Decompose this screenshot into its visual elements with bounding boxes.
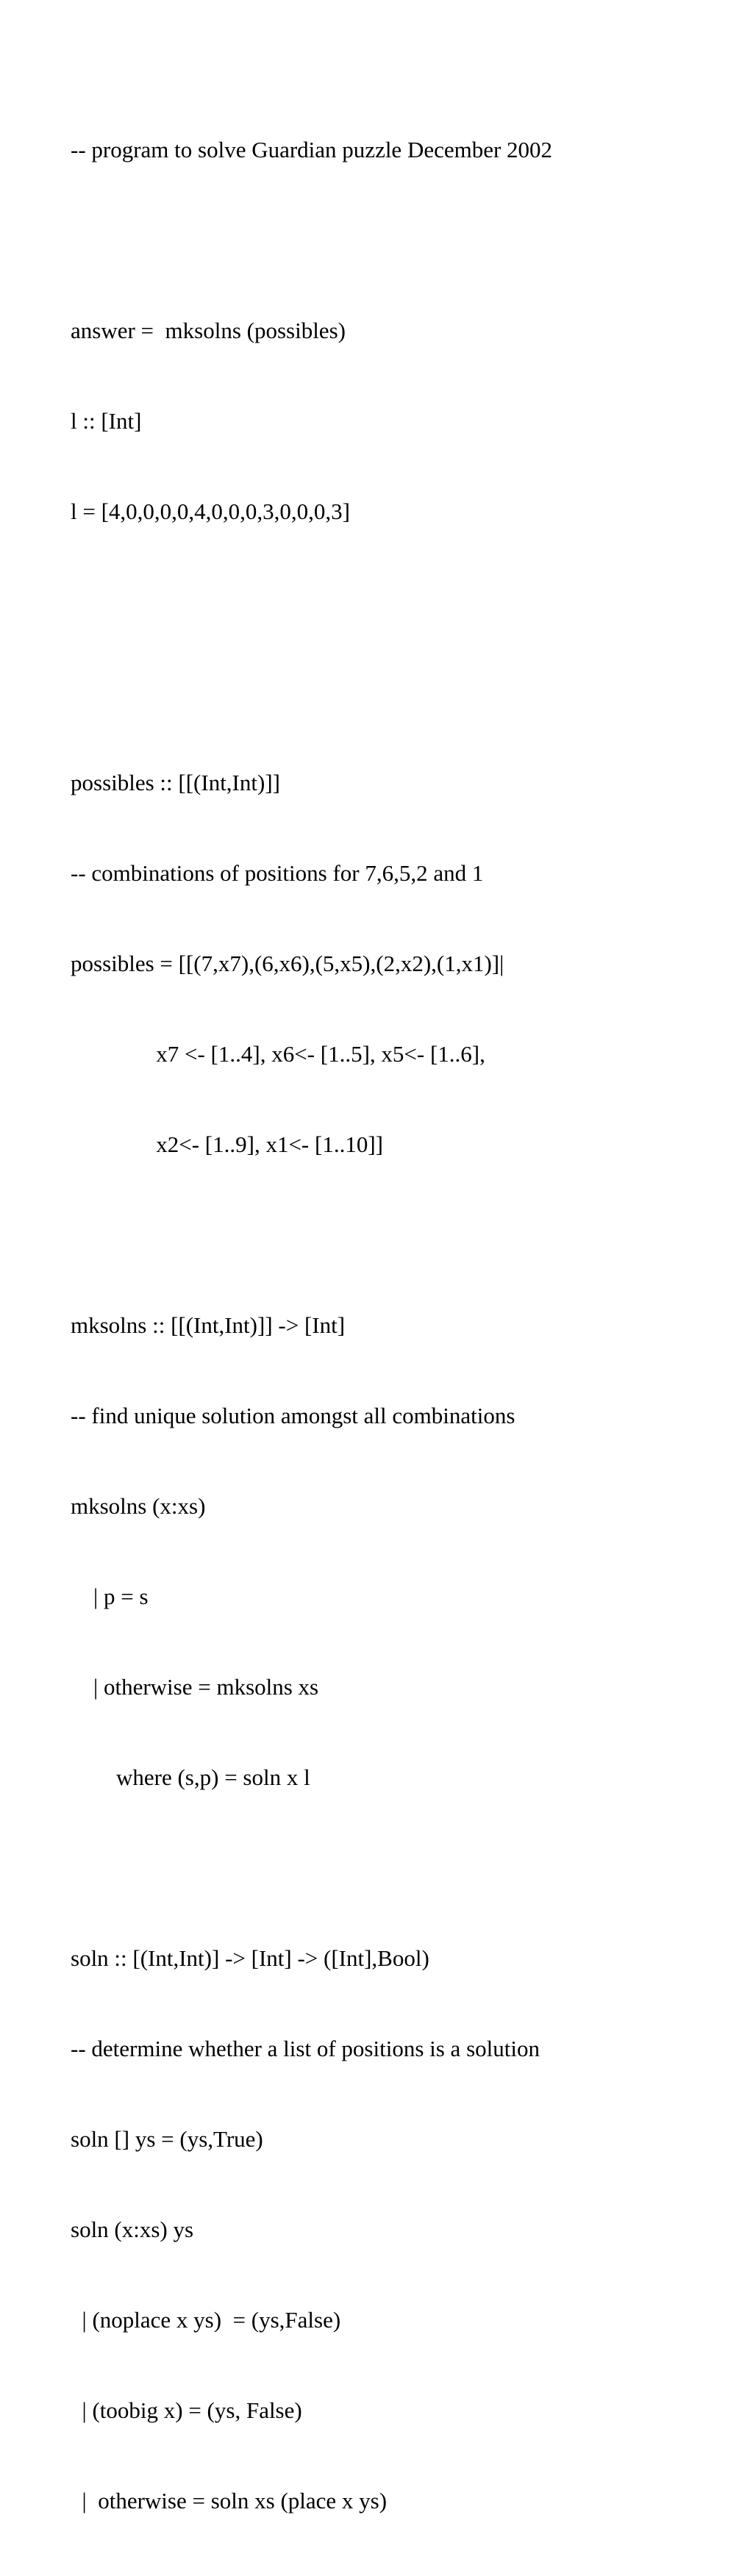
code-listing	[71, 74, 552, 2576]
code-line: -- determine whether a list of positions is a solution	[71, 2036, 540, 2061]
code-line: possibles :: [[(Int,Int)]]	[71, 770, 280, 795]
code-line: x7 <- [1..4], x6<- [1..5], x5<- [1..6],	[71, 1041, 485, 1067]
code-line: | (noplace x ys) = (ys,False)	[71, 2307, 341, 2333]
code-line: soln [] ys = (ys,True)	[71, 2126, 263, 2152]
code-line	[71, 225, 552, 255]
code-line: | otherwise = mksolns xs	[71, 1674, 319, 1700]
code-line	[71, 677, 552, 707]
code-line: mksolns :: [[(Int,Int)]] -> [Int]	[71, 1312, 346, 1338]
code-line: where (s,p) = soln x l	[71, 1764, 310, 1790]
code-line	[71, 1853, 552, 1883]
code-line: | (toobig x) = (ys, False)	[71, 2397, 302, 2423]
code-line: x2<- [1..9], x1<- [1..10]]	[71, 1131, 383, 1157]
code-line: | otherwise = soln xs (place x ys)	[71, 2488, 388, 2514]
code-line: mksolns (x:xs)	[71, 1493, 206, 1519]
code-line	[71, 1220, 552, 1250]
code-line: soln :: [(Int,Int)] -> [Int] -> ([Int],Bool)	[71, 1945, 429, 1971]
code-line	[71, 587, 552, 617]
code-line: -- combinations of positions for 7,6,5,2 and 1	[71, 860, 484, 886]
code-line: -- program to solve Guardian puzzle December 2002	[71, 137, 553, 162]
code-line: -- find unique solution amongst all combinations	[71, 1403, 515, 1428]
code-line: soln (x:xs) ys	[71, 2217, 194, 2242]
code-line: l :: [Int]	[71, 408, 142, 434]
code-line: possibles = [[(7,x7),(6,x6),(5,x5),(2,x2),(1,x1)]|	[71, 951, 504, 976]
code-line: l = [4,0,0,0,0,4,0,0,0,3,0,0,0,3]	[71, 498, 350, 524]
code-line: answer = mksolns (possibles)	[71, 318, 346, 343]
code-line: | p = s	[71, 1584, 149, 1609]
